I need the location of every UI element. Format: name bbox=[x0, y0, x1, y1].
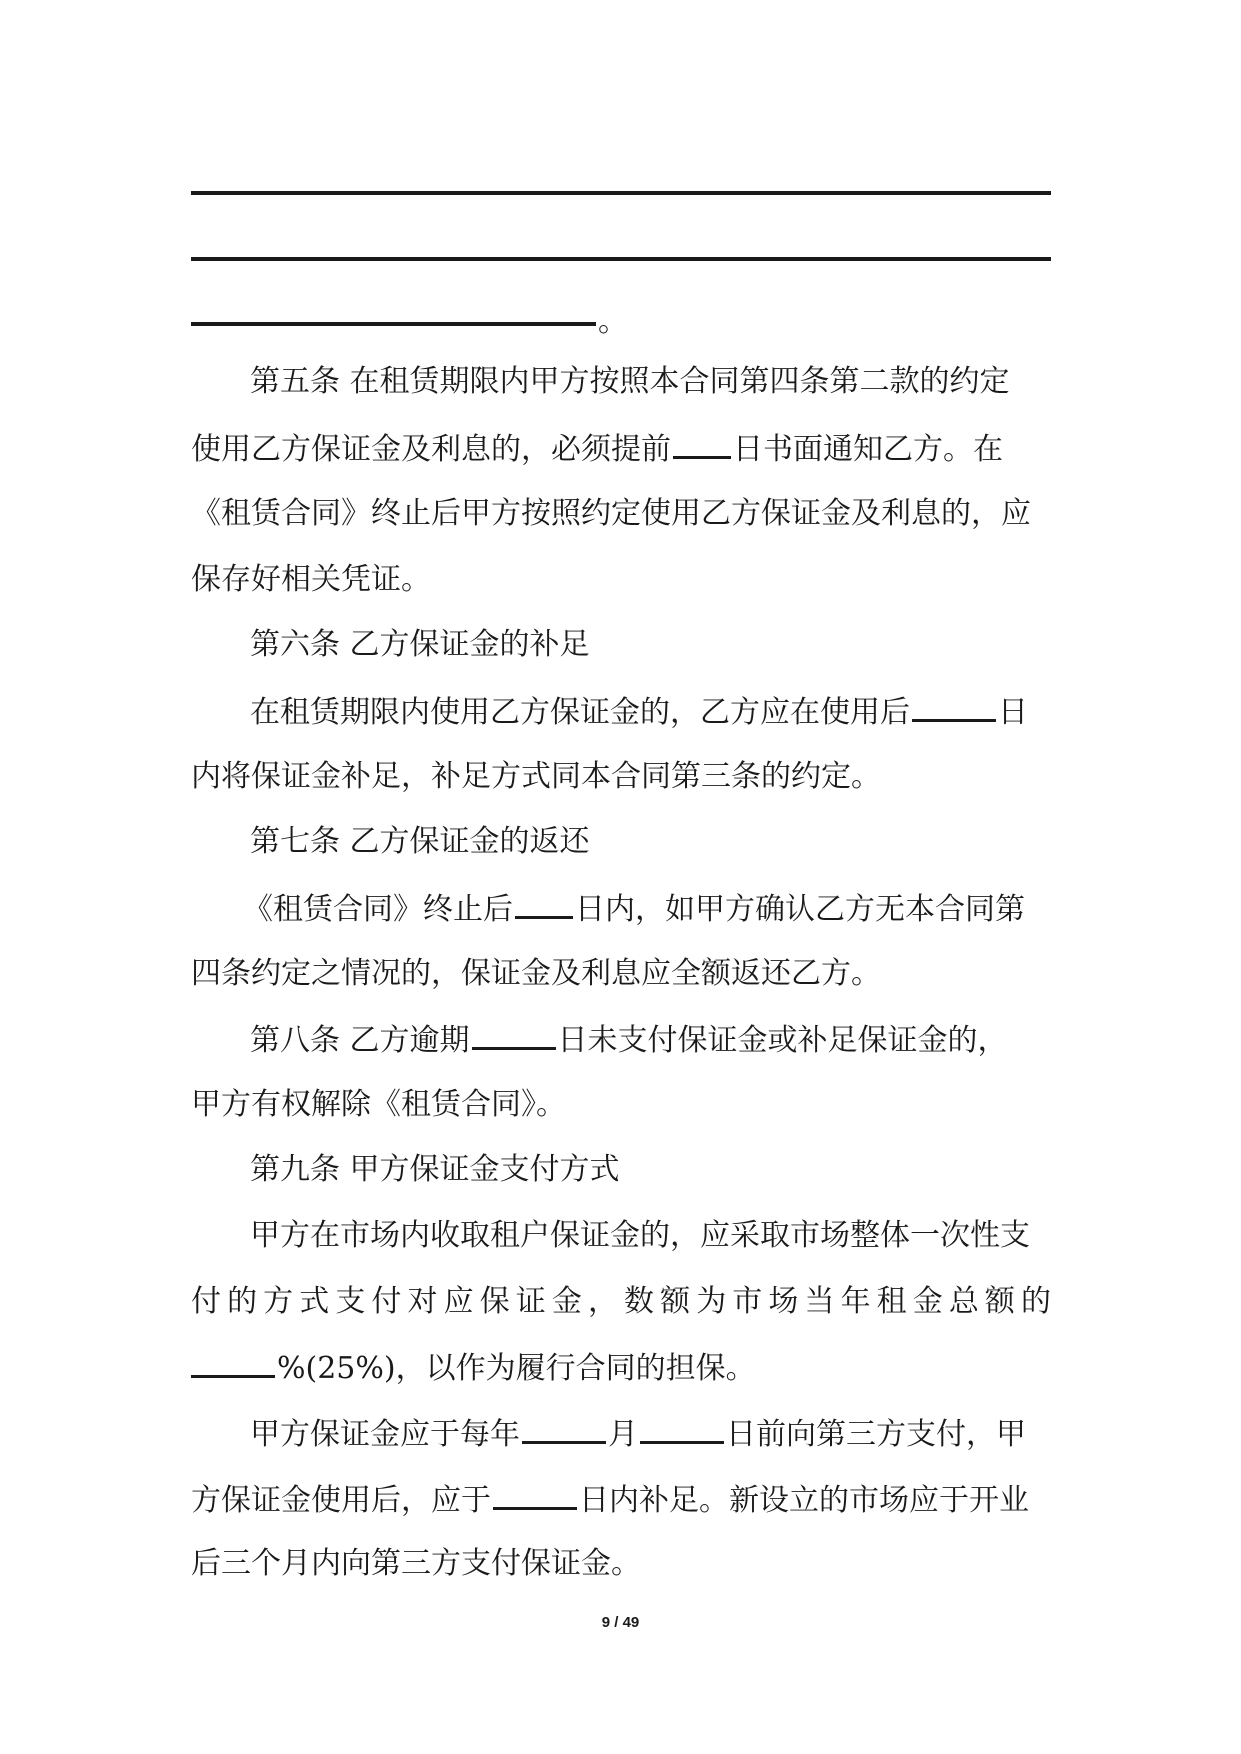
article6-heading: 第六条 乙方保证金的补足 bbox=[250, 627, 590, 662]
blank-rule-line-2 bbox=[191, 257, 1051, 261]
article9-p1-line3 bbox=[191, 1347, 1051, 1387]
blank-field bbox=[912, 691, 996, 722]
article6-line2: 内将保证金补足，补足方式同本合同第三条的约定。 bbox=[191, 759, 881, 794]
article8-line2: 甲方有权解除《租赁合同》。 bbox=[191, 1087, 566, 1122]
article5-line4: 保存好相关凭证。 bbox=[191, 562, 431, 597]
blank-field bbox=[191, 1347, 275, 1378]
article5-line2-text-a: 使用乙方保证金及利息的，必须提前 bbox=[191, 432, 671, 467]
article9-p2-line1-text-c: 日前向第三方支付，甲 bbox=[726, 1417, 1026, 1452]
article9-p2-line1-text-a: 甲方保证金应于每年 bbox=[250, 1417, 520, 1452]
article7-line1-text-b: 日内，如甲方确认乙方无本合同第 bbox=[575, 892, 1025, 927]
article9-heading: 第九条 甲方保证金支付方式 bbox=[250, 1152, 620, 1187]
article7-line1 bbox=[243, 888, 1043, 928]
article8-line1-text-a: 第八条 乙方逾期 bbox=[250, 1023, 470, 1058]
article6-line1-text-b: 日 bbox=[998, 695, 1028, 730]
article9-p2-line2-text-b: 日内补足。新设立的市场应于开业 bbox=[579, 1483, 1029, 1518]
article9-p2-line1 bbox=[250, 1413, 1050, 1453]
article6-line1 bbox=[250, 691, 1050, 731]
article6-line1-text-a: 在租赁期限内使用乙方保证金的，乙方应在使用后 bbox=[250, 695, 910, 730]
article7-heading: 第七条 乙方保证金的返还 bbox=[250, 824, 590, 859]
article9-p2-line2-text-a: 方保证金使用后，应于 bbox=[191, 1483, 491, 1518]
article5-line1: 第五条 在租赁期限内甲方按照本合同第四条第二款的约定 bbox=[250, 364, 1010, 399]
blank-rule-line-1 bbox=[191, 191, 1051, 195]
blank-field bbox=[522, 1413, 606, 1444]
article9-p1-line1: 甲方在市场内收取租户保证金的，应采取市场整体一次性支 bbox=[250, 1218, 1030, 1253]
blank-rule-line-3 bbox=[191, 322, 596, 326]
blank-field bbox=[640, 1413, 724, 1444]
article7-line1-text-a: 《租赁合同》终止后 bbox=[243, 892, 513, 927]
article5-line3: 《租赁合同》终止后甲方按照约定使用乙方保证金及利息的，应 bbox=[191, 496, 1031, 531]
article8-line1-text-b: 日未支付保证金或补足保证金的， bbox=[557, 1023, 1008, 1058]
blank-field bbox=[673, 428, 731, 459]
blank-field bbox=[493, 1479, 577, 1510]
article9-p1-line3-text: %(25%)，以作为履行合同的担保。 bbox=[277, 1351, 756, 1386]
article9-p2-line2 bbox=[191, 1479, 1051, 1519]
article8-line1 bbox=[250, 1019, 1050, 1059]
article5-line2 bbox=[191, 428, 1051, 468]
blank-field bbox=[515, 888, 573, 919]
article5-line2-text-b: 日书面通知乙方。在 bbox=[733, 432, 1003, 467]
trailing-period: 。 bbox=[598, 304, 628, 339]
page-indicator: 9 / 49 bbox=[601, 1614, 640, 1631]
article9-p2-line3: 后三个月内向第三方支付保证金。 bbox=[191, 1546, 641, 1581]
article7-line2: 四条约定之情况的，保证金及利息应全额返还乙方。 bbox=[191, 956, 881, 991]
article9-p1-line2: 付的方式支付对应保证金，数额为市场当年租金总额的 bbox=[191, 1284, 1051, 1319]
blank-field bbox=[472, 1019, 556, 1050]
article9-p2-line1-text-b: 月 bbox=[608, 1417, 638, 1452]
